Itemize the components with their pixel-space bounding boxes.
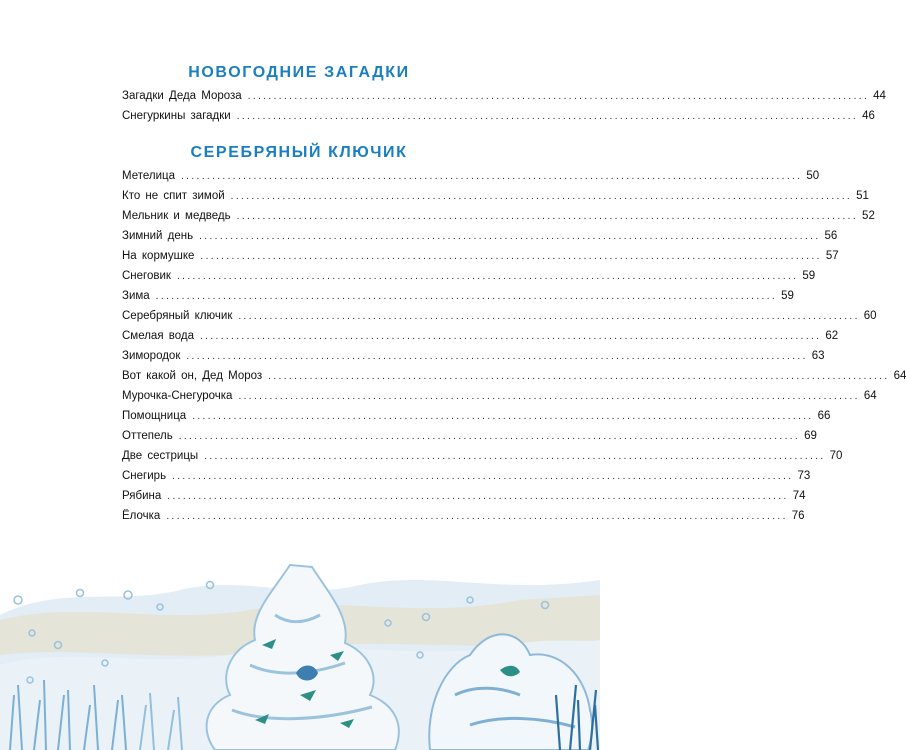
toc-entry: [122, 346, 825, 366]
entry-page-number: 74: [792, 490, 806, 502]
table-of-contents: [122, 60, 906, 526]
entry-page-number: 50: [806, 170, 820, 182]
section-novogodnie-zagadki: [122, 60, 886, 126]
entry-title: Рябина: [122, 490, 162, 502]
dot-leader: ........................................................................................................................: [172, 471, 794, 482]
dot-leader: ........................................................................................................................: [204, 451, 826, 462]
entry-page-number: 59: [781, 290, 794, 302]
toc-entry: [122, 106, 875, 126]
dot-leader: ........................................................................................................................: [230, 191, 853, 202]
winter-landscape-illustration: [0, 545, 600, 750]
section-title: СЕРЕБРЯНЫЙ КЛЮЧИК: [190, 144, 408, 161]
dot-leader: ........................................................................................................................: [181, 171, 803, 182]
entry-page-number: 62: [825, 330, 839, 342]
toc-entry: [122, 386, 877, 406]
entry-page-number: 76: [791, 510, 805, 522]
entry-page-number: 66: [817, 410, 831, 422]
entry-page-number: 73: [797, 470, 811, 482]
entry-page-number: 52: [862, 210, 875, 222]
dot-leader: ........................................................................................................................: [236, 111, 859, 122]
entries-list: [122, 86, 886, 126]
entry-title: Мельник и медведь: [122, 210, 231, 222]
dot-leader: ........................................................................................................................: [238, 391, 860, 402]
dot-leader: ........................................................................................................................: [236, 211, 859, 222]
dot-leader: ........................................................................................................................: [167, 491, 789, 502]
entry-page-number: 64: [863, 390, 877, 402]
toc-entry: [122, 366, 906, 386]
entry-title: Метелица: [122, 170, 175, 182]
dot-leader: ........................................................................................................................: [176, 271, 799, 282]
entry-title: Смелая вода: [122, 330, 194, 342]
section-serebryanyy-klyuchik: [122, 140, 906, 526]
dot-leader: ........................................................................................................................: [166, 511, 788, 522]
section-title: НОВОГОДНИЕ ЗАГАДКИ: [188, 64, 410, 81]
toc-entry: [122, 246, 839, 266]
dot-leader: ........................................................................................................................: [199, 231, 821, 242]
toc-entry: [122, 426, 817, 446]
toc-entry: [122, 466, 811, 486]
entries-list: [122, 166, 906, 526]
entry-title: Две сестрицы: [122, 450, 199, 462]
entry-page-number: 56: [824, 230, 838, 242]
toc-entry: [122, 406, 831, 426]
entry-title: Ёлочка: [122, 510, 161, 522]
toc-entry: [122, 186, 869, 206]
dot-leader: ........................................................................................................................: [238, 311, 860, 322]
entry-title: Зима: [122, 290, 150, 302]
dot-leader: ........................................................................................................................: [247, 91, 870, 102]
entry-page-number: 44: [873, 90, 886, 102]
entry-title: Снегуркины загадки: [122, 110, 231, 122]
entry-page-number: 57: [825, 250, 839, 262]
toc-entry: [122, 306, 877, 326]
entry-title: Зимний день: [122, 230, 194, 242]
entry-title: Загадки Деда Мороза: [122, 90, 242, 102]
toc-entry: [122, 206, 875, 226]
toc-entry: [122, 86, 886, 106]
toc-entry: [122, 326, 839, 346]
dot-leader: ........................................................................................................................: [192, 411, 814, 422]
entry-page-number: 64: [893, 370, 906, 382]
entry-title: Кто не спит зимой: [122, 190, 225, 202]
entry-title: Серебряный ключик: [122, 310, 233, 322]
entry-page-number: 70: [829, 450, 843, 462]
dot-leader: ........................................................................................................................: [155, 291, 778, 302]
toc-entry: [122, 286, 794, 306]
toc-entry: [122, 266, 816, 286]
toc-entry: [122, 506, 805, 526]
entry-page-number: 63: [811, 350, 825, 362]
entry-title: Зимородок: [122, 350, 181, 362]
dot-leader: ........................................................................................................................: [268, 371, 890, 382]
entry-title: Снеговик: [122, 270, 171, 282]
entry-title: На кормушке: [122, 250, 195, 262]
entry-page-number: 69: [804, 430, 817, 442]
toc-entry: [122, 226, 838, 246]
entry-title: Оттепель: [122, 430, 173, 442]
entry-page-number: 46: [862, 110, 875, 122]
toc-entry: [122, 446, 843, 466]
dot-leader: ........................................................................................................................: [199, 331, 822, 342]
entry-page-number: 60: [863, 310, 877, 322]
entry-title: Вот какой он, Дед Мороз: [122, 370, 263, 382]
toc-entry: [122, 486, 806, 506]
dot-leader: ........................................................................................................................: [178, 431, 801, 442]
dot-leader: ........................................................................................................................: [186, 351, 808, 362]
entry-title: Мурочка-Снегурочка: [122, 390, 233, 402]
toc-entry: [122, 166, 820, 186]
entry-title: Снегирь: [122, 470, 167, 482]
dot-leader: ........................................................................................................................: [200, 251, 822, 262]
entry-page-number: 51: [856, 190, 869, 202]
entry-title: Помощница: [122, 410, 187, 422]
entry-page-number: 59: [802, 270, 816, 282]
